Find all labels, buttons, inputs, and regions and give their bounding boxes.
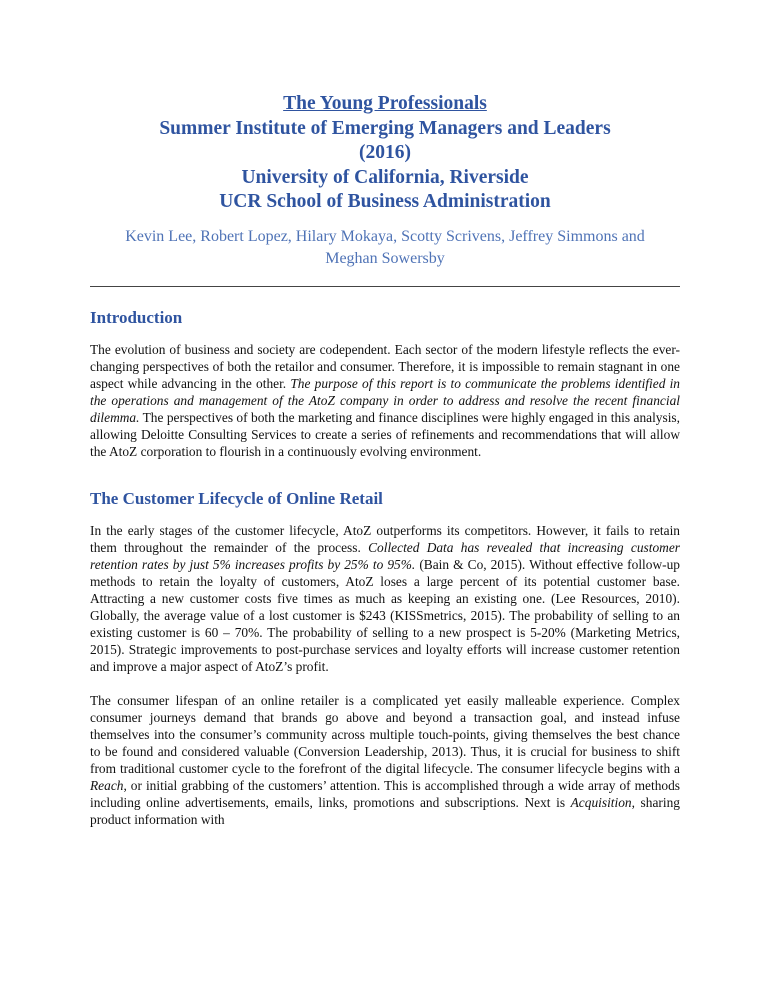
intro-text-a: The evolution of business and society are codependent. Each sector of the modern lifestyle reflects the ever-changing perspectives of both the retailor and consumer. Therefore, it is impossible to remain stagnant in one aspect while advancing in the other. — [90, 341, 680, 391]
school: UCR School of Business Administration — [219, 191, 551, 212]
lifecycle-p2-reach: Reach — [90, 777, 124, 793]
institute-title: Summer Institute of Emerging Managers and Leaders — [159, 117, 611, 139]
document-page — [90, 92, 680, 828]
lifecycle-paragraph-2 — [90, 692, 680, 828]
authors — [90, 226, 680, 270]
university: University of California, Riverside — [241, 166, 529, 188]
year: (2016) — [359, 142, 411, 163]
lifecycle-p2-c: , sharing product information with — [90, 794, 680, 827]
lifecycle-p2-a: The consumer lifespan of an online retailer is a complicated yet easily malleable experience. Complex consumer journeys demand that brands go above and beyond a transaction goal, and instead infuse themselves into the consumer’s community across multiple touch-points, giving themselves the best chance to be found and considered valuable (Conversion Leadership, 2013). Thus, it is crucial for business to shift from traditional customer cycle to the forefront of the digital lifecycle. The consumer lifecycle begins with a — [90, 692, 680, 776]
lifecycle-p1-b: (Bain & Co, 2015). Without effective follow-up methods to retain the loyalty of customers, AtoZ loses a large percent of its potential customer base. Attracting a new customer costs five times as much as keeping an existing one. (Lee Resources, 2010). Globally, the average value of a lost customer is $243 (KISSmetrics, 2015). The probability of selling to an existing customer is 60 – 70%. The probability of selling to a new prospect is 5-20% (Marketing Metrics, 2015). Strategic improvements to post-purchase services and loyalty efforts will increase customer retention and improve a major aspect of AtoZ’s profit. — [90, 556, 680, 674]
authors-line-1: Kevin Lee, Robert Lopez, Hilary Mokaya, Scotty Scrivens, Jeffrey Simmons and — [125, 227, 645, 245]
lifecycle-p2-acquisition: Acquisition — [570, 794, 632, 810]
intro-text-italic: The purpose of this report is to communicate the problems identified in the operations and management of the AtoZ company in order to address and resolve the recent financial dilemma. — [90, 375, 681, 425]
program-title: The Young Professionals — [283, 93, 487, 114]
divider — [90, 286, 680, 287]
lifecycle-p2-b: , or initial grabbing of the customers’ attention. This is accomplished through a wide array of methods including online advertisements, emails, links, promotions and subscriptions. Next is — [90, 777, 680, 810]
lifecycle-paragraph-1 — [90, 522, 680, 675]
introduction-heading: Introduction — [90, 307, 183, 327]
introduction-paragraph — [90, 341, 680, 460]
title-block — [90, 92, 680, 215]
intro-text-b: The perspectives of both the marketing and finance disciplines were highly engaged in this analysis, allowing Deloitte Consulting Services to create a series of refinements and recommendations that will allow the AtoZ corporation to flourish in a continuously evolving environment. — [90, 409, 680, 459]
lifecycle-heading: The Customer Lifecycle of Online Retail — [90, 488, 383, 508]
authors-line-2: Meghan Sowersby — [325, 249, 445, 267]
lifecycle-p1-a: In the early stages of the customer lifecycle, AtoZ outperforms its competitors. However, it fails to retain them throughout the remainder of the process. — [90, 522, 680, 555]
lifecycle-p1-italic: Collected Data has revealed that increasing customer retention rates by just 5% increases profits by 25% to 95%. — [90, 539, 680, 572]
